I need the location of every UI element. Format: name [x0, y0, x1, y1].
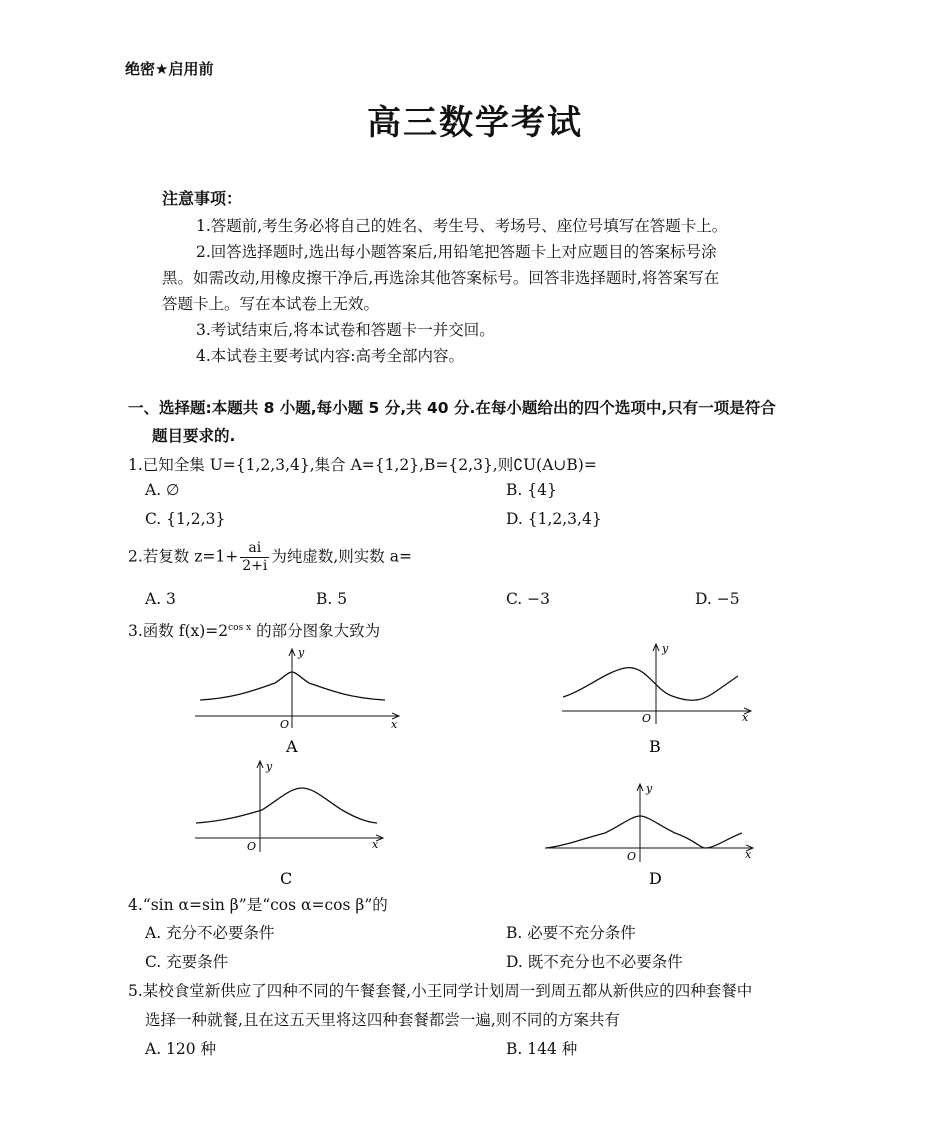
q5-option-a: A. 120 种	[145, 1040, 217, 1058]
graph-d-label: D	[649, 869, 662, 888]
q2-frac-den: 2+i	[242, 558, 268, 574]
graph-d-y-label: y	[646, 782, 653, 795]
page-title: 高三数学考试	[367, 103, 583, 143]
graph-d	[545, 782, 752, 888]
q3-stem-sup: cos x	[228, 622, 252, 633]
section-heading: 一、选择题:本题共 8 小题,每小题 5 分,共 40 分.在每小题给出的四个选项中,只有一项是符合	[128, 399, 776, 417]
graph-a-label: A	[286, 737, 298, 756]
note-line: 黑。如需改动,用橡皮擦干净后,再选涂其他答案标号。回答非选择题时,将答案写在	[162, 269, 720, 287]
q4-option-d: D. 既不充分也不必要条件	[506, 953, 683, 971]
graph-d-origin: O	[627, 850, 637, 863]
q2-option-c: C. −3	[506, 590, 551, 608]
graph-c-label: C	[280, 869, 293, 888]
q4-option-c: C. 充要条件	[145, 953, 229, 971]
graph-b	[562, 642, 750, 756]
q2-option-d: D. −5	[695, 590, 740, 608]
graph-d-curve	[546, 816, 742, 848]
graph-c-origin: O	[247, 840, 257, 853]
note-line: 1.答题前,考生务必将自己的姓名、考生号、考场号、座位号填写在答题卡上。	[196, 217, 728, 235]
graph-a-origin: O	[280, 718, 290, 731]
notes-heading: 注意事项：	[162, 189, 243, 208]
q1-option-b: B. {4}	[506, 481, 557, 499]
section-heading-cont: 题目要求的.	[152, 427, 236, 445]
confidential-label: 绝密★启用前	[125, 60, 214, 78]
q1-option-d: D. {1,2,3,4}	[506, 510, 602, 528]
q2-option-b: B. 5	[316, 590, 348, 608]
q1-option-c: C. {1,2,3}	[145, 510, 226, 528]
note-line: 2.回答选择题时,选出每小题答案后,用铅笔把答题卡上对应题目的答案标号涂	[196, 243, 717, 261]
graph-b-y-label: y	[662, 642, 669, 655]
graph-a-x-label: x	[391, 718, 398, 731]
graph-d-x-label: x	[745, 848, 752, 861]
note-line: 答题卡上。写在本试卷上无效。	[162, 295, 380, 313]
q2-option-a: A. 3	[145, 590, 176, 608]
note-line: 3.考试结束后,将本试卷和答题卡一并交回。	[196, 321, 495, 339]
q3-stem-pre: 3.函数 f(x)=2	[128, 622, 229, 640]
graph-b-x-label: x	[742, 711, 749, 724]
q4-stem: 4.“sin α=sin β”是“cos α=cos β”的	[128, 896, 388, 914]
note-line: 4.本试卷主要考试内容:高考全部内容。	[196, 347, 465, 365]
graph-b-curve	[563, 668, 738, 701]
graph-a	[195, 646, 398, 756]
graph-c-curve	[196, 788, 377, 823]
graph-b-label: B	[649, 737, 661, 756]
q3-stem-post: 的部分图象大致为	[251, 622, 381, 640]
q5-stem-line1: 5.某校食堂新供应了四种不同的午餐套餐,小王同学计划周一到周五都从新供应的四种套餐中	[128, 982, 753, 1000]
q4-option-b: B. 必要不充分条件	[506, 924, 636, 942]
q5-stem-line2: 选择一种就餐,且在这五天里将这四种套餐都尝一遍,则不同的方案共有	[145, 1011, 620, 1029]
q2-stem-post: 为纯虚数,则实数 a=	[271, 547, 412, 566]
q2-frac-num: ai	[240, 540, 269, 558]
q1-stem: 1.已知全集 U={1,2,3,4},集合 A={1,2},B={2,3},则∁U(A∪B)=	[128, 456, 597, 474]
graph-c-x-label: x	[372, 838, 379, 851]
graph-b-origin: O	[642, 712, 652, 725]
q4-option-a: A. 充分不必要条件	[145, 924, 275, 942]
graph-a-y-label: y	[298, 646, 305, 659]
graph-c-y-label: y	[266, 760, 273, 773]
q2-stem-pre: 2.若复数 z=1+	[128, 547, 239, 566]
q5-option-b: B. 144 种	[506, 1040, 578, 1058]
graph-c	[195, 760, 382, 888]
q1-option-a: A. ∅	[145, 481, 180, 499]
